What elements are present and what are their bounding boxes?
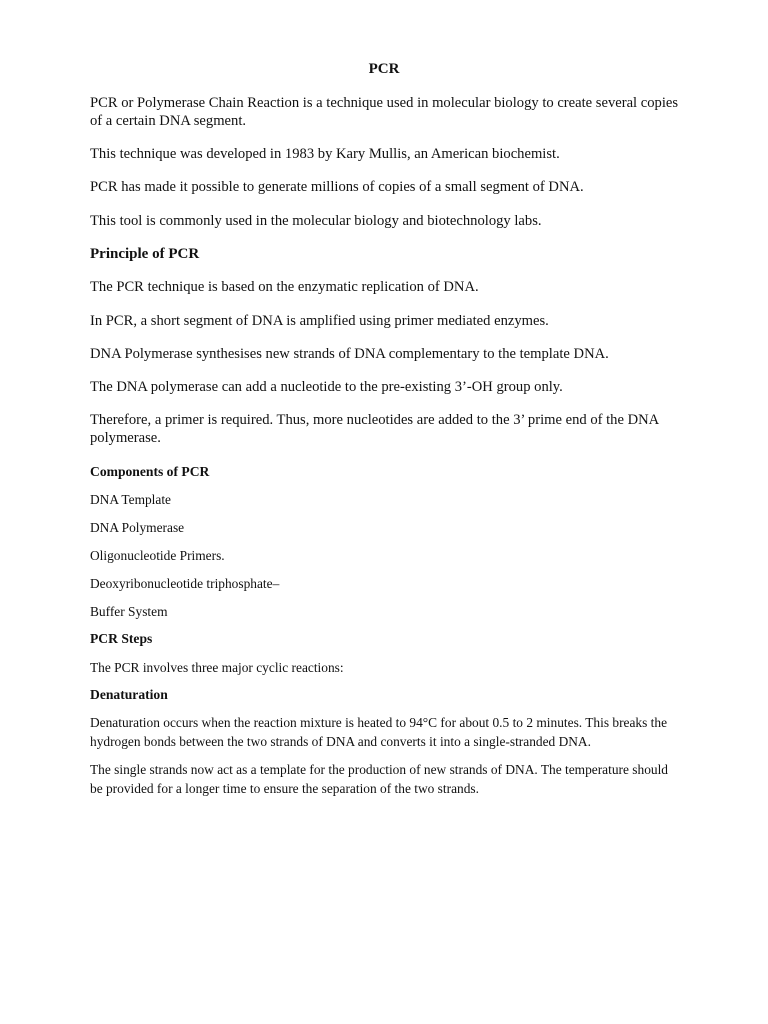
principle-paragraph-5: Therefore, a primer is required. Thus, more nucleotides are added to the 3’ prime end of the DNA polymerase. xyxy=(90,412,659,446)
component-item-dna-template: DNA Template xyxy=(90,492,172,507)
intro-paragraph-3: PCR has made it possible to generate millions of copies of a small segment of DNA. xyxy=(90,179,584,195)
principle-heading: Principle of PCR xyxy=(90,246,200,262)
component-item-primers: Oligonucleotide Primers. xyxy=(90,548,225,563)
component-item-dntp: Deoxyribonucleotide triphosphate– xyxy=(90,576,280,591)
principle-paragraph-2: In PCR, a short segment of DNA is amplified using primer mediated enzymes. xyxy=(90,313,549,329)
intro-paragraph-1: PCR or Polymerase Chain Reaction is a technique used in molecular biology to create several copies of a certain DNA segment. xyxy=(90,95,679,129)
components-heading: Components of PCR xyxy=(90,464,210,479)
intro-paragraph-2: This technique was developed in 1983 by Kary Mullis, an American biochemist. xyxy=(90,146,560,162)
component-item-dna-polymerase: DNA Polymerase xyxy=(90,520,185,535)
component-item-buffer-system: Buffer System xyxy=(90,604,168,619)
steps-heading: PCR Steps xyxy=(90,631,153,646)
principle-paragraph-1: The PCR technique is based on the enzymatic replication of DNA. xyxy=(90,279,479,295)
denaturation-paragraph-2: The single strands now act as a template for the production of new strands of DNA. The temperature should be provided for a longer time to ensure the separation of the two strands. xyxy=(90,762,668,796)
denaturation-heading: Denaturation xyxy=(90,687,168,702)
denaturation-paragraph-1: Denaturation occurs when the reaction mixture is heated to 94°C for about 0.5 to 2 minutes. This breaks the hydrogen bonds between the two strands of DNA and converts it into a single-stranded DNA. xyxy=(90,715,668,749)
principle-paragraph-3: DNA Polymerase synthesises new strands of DNA complementary to the template DNA. xyxy=(90,346,609,362)
intro-paragraph-4: This tool is commonly used in the molecular biology and biotechnology labs. xyxy=(90,213,542,229)
steps-intro: The PCR involves three major cyclic reactions: xyxy=(90,660,344,675)
page-title: PCR xyxy=(368,61,400,77)
principle-paragraph-4: The DNA polymerase can add a nucleotide to the pre-existing 3’-OH group only. xyxy=(90,379,563,395)
